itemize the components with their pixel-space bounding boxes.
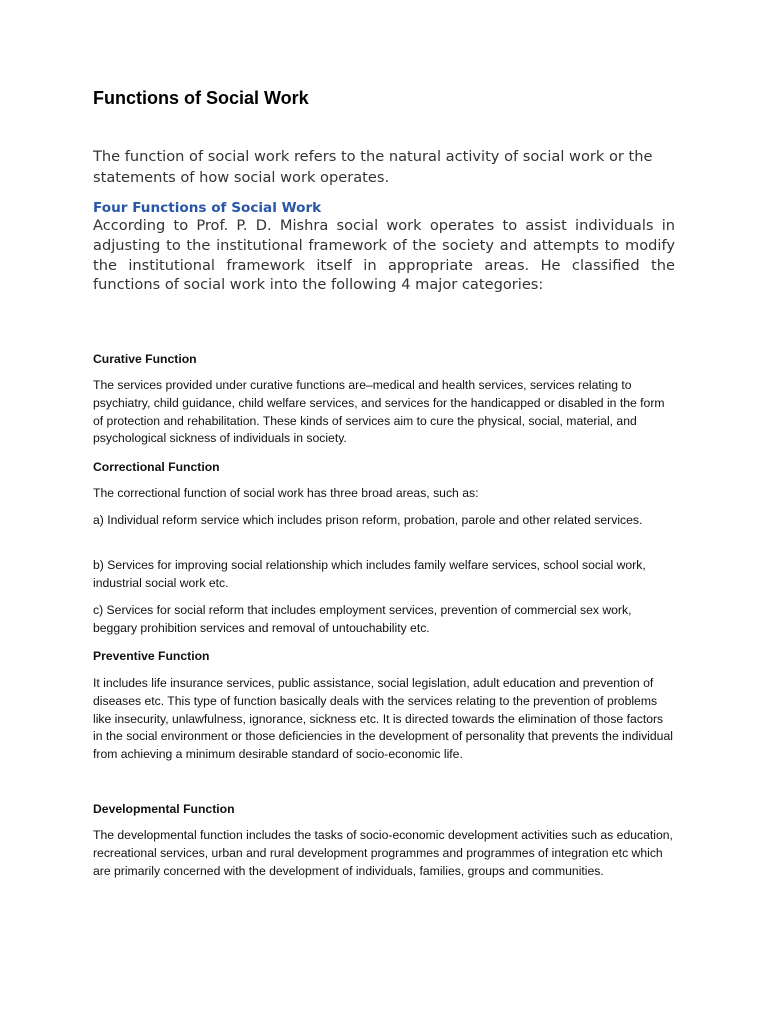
correctional-function-heading: Correctional Function: [93, 460, 220, 474]
correctional-item-b: b) Services for improving social relationship which includes family welfare services, school social work, industrial social work etc.: [93, 558, 646, 590]
correctional-item-a: a) Individual reform service which includes prison reform, probation, parole and other related services.: [93, 513, 643, 527]
four-functions-subheading: Four Functions of Social Work: [93, 200, 322, 216]
preventive-function-heading: Preventive Function: [93, 649, 210, 663]
curative-function-heading: Curative Function: [93, 352, 197, 366]
preventive-function-paragraph: It includes life insurance services, public assistance, social legislation, adult education and prevention of diseases etc. This type of function basically deals with the services relating to the prevention of problems like insecurity, unlawfulness, ignorance, sickness etc. It is directed towards the elimination of those factors in the social environment or those deficiencies in the development of personality that prevents the individual from achieving a minimum desirable standard of socio-economic life.: [93, 676, 673, 762]
document-page: [93, 0, 675, 1024]
curative-function-paragraph: The services provided under curative functions are–medical and health services, services relating to psychiatry, child guidance, child welfare services, and services for the handicapped or disabled in the form of protection and rehabilitation. These kinds of services aim to cure the physical, social, material, and psychological sickness of individuals in society.: [93, 378, 665, 446]
developmental-function-heading: Developmental Function: [93, 802, 235, 816]
intro-paragraph: The function of social work refers to the natural activity of social work or the statements of how social work operates.: [93, 148, 653, 186]
correctional-function-intro: The correctional function of social work has three broad areas, such as:: [93, 486, 479, 500]
correctional-item-c: c) Services for social reform that includes employment services, prevention of commercial sex work, beggary prohibition services and removal of untouchability etc.: [93, 603, 632, 635]
developmental-function-paragraph: The developmental function includes the tasks of socio-economic development activities such as education, recreational services, urban and rural development programmes and programmes of integration etc which are primarily concerned with the development of individuals, families, groups and communities.: [93, 828, 673, 878]
document-title: Functions of Social Work: [93, 88, 309, 108]
mishra-paragraph: According to Prof. P. D. Mishra social work operates to assist individuals in adjusting to the institutional framework of the society and attempts to modify the institutional framework itself in appropriate areas. He classified the functions of social work into the following 4 major categories:: [93, 217, 675, 294]
